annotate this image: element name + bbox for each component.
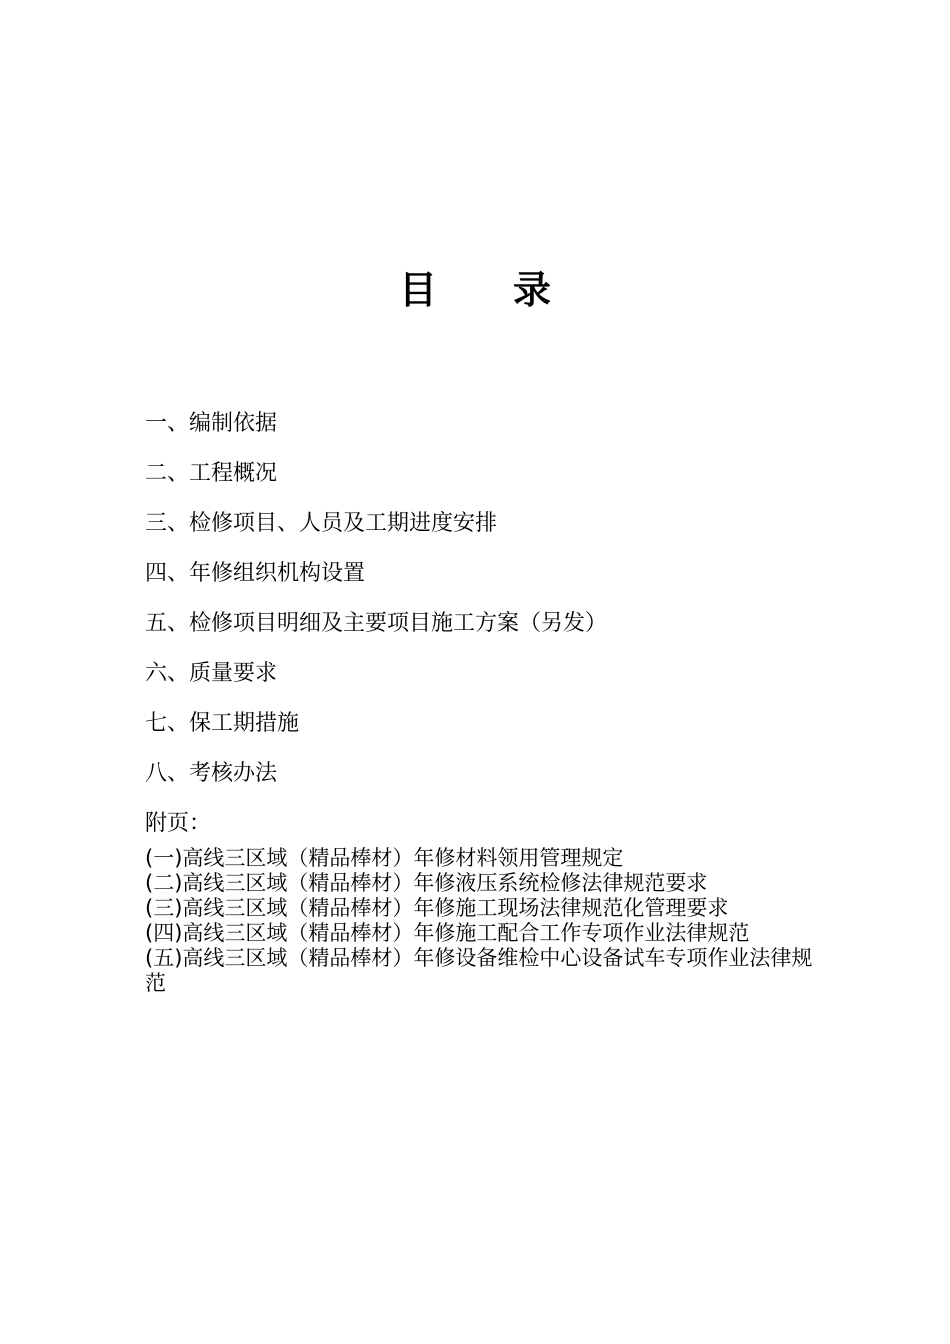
toc-item: 六、质量要求 <box>145 661 278 686</box>
title-char-2: 录 <box>513 268 552 312</box>
appendix-list <box>145 846 825 996</box>
toc-item: 八、考核办法 <box>145 761 278 786</box>
appendix-item: (三)高线三区域（精品棒材）年修施工现场法律规范化管理要求 <box>145 896 729 920</box>
appendix-item: (五)高线三区域（精品棒材）年修设备维检中心设备试车专项作业法律规范 <box>145 946 813 995</box>
appendix-item: (四)高线三区域（精品棒材）年修施工配合工作专项作业法律规范 <box>145 921 750 945</box>
appendix-item: (一)高线三区域（精品棒材）年修材料领用管理规定 <box>145 846 624 870</box>
toc-item: 三、检修项目、人员及工期进度安排 <box>145 511 498 536</box>
toc-item: 五、检修项目明细及主要项目施工方案（另发） <box>145 611 608 636</box>
appendix-label: 附页： <box>145 811 212 836</box>
title-char-1: 目 <box>398 268 437 312</box>
toc-item: 二、工程概况 <box>145 461 278 486</box>
toc-item: 四、年修组织机构设置 <box>145 561 366 586</box>
table-of-contents <box>145 405 835 805</box>
toc-item: 七、保工期措施 <box>145 711 300 736</box>
page-title <box>0 266 950 314</box>
toc-item: 一、编制依据 <box>145 411 278 436</box>
appendix-item: (二)高线三区域（精品棒材）年修液压系统检修法律规范要求 <box>145 871 708 895</box>
